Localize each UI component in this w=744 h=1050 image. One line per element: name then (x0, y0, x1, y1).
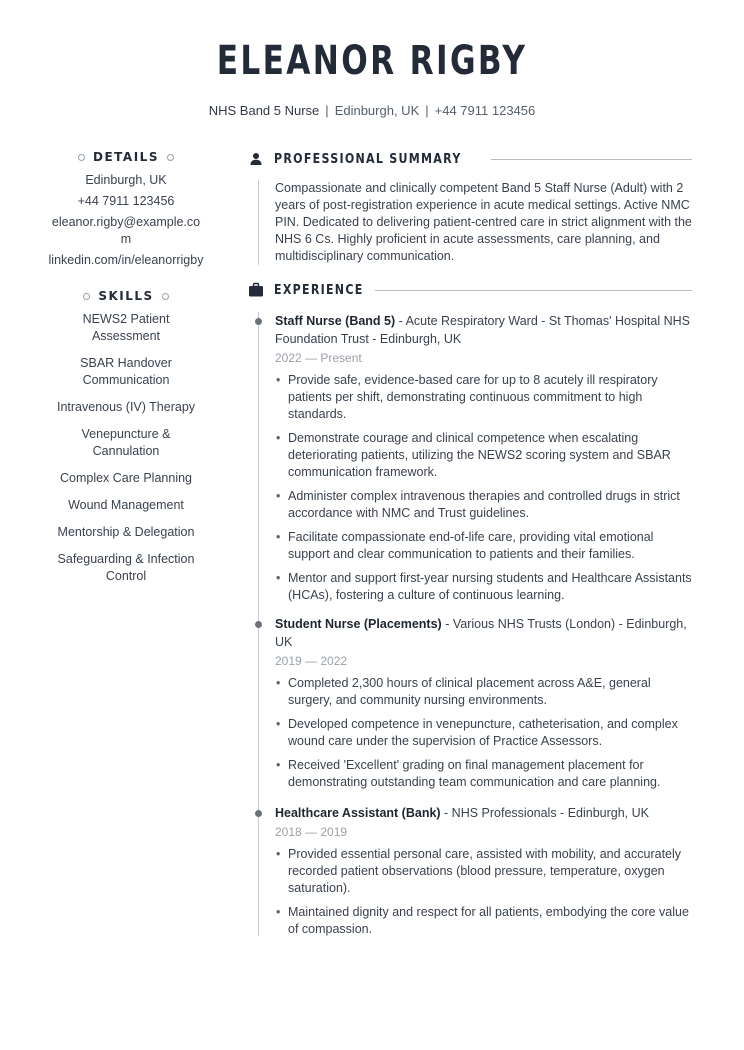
job-bullets (275, 675, 693, 791)
job-bullet: • Provide safe, evidence-based care for up to 8 acutely ill respiratory patients per shift, demonstrating continuous commitment to high standards. (275, 372, 693, 423)
divider (375, 290, 692, 291)
job-role: Staff Nurse (Band 5) (275, 314, 396, 328)
job-dates: 2019 — 2022 (275, 654, 348, 668)
detail-location: Edinburgh, UK (85, 173, 167, 187)
timeline-dot (255, 621, 262, 628)
job-title (275, 804, 693, 822)
separator: | (425, 103, 429, 118)
skill-item: SBAR Handover Communication (80, 356, 172, 387)
job-entry (259, 804, 693, 945)
briefcase-icon (248, 282, 264, 298)
timeline-dot (255, 318, 262, 325)
circle-icon (162, 293, 169, 300)
summary-heading (248, 151, 692, 167)
phone: +44 7911 123456 (434, 103, 536, 118)
experience-heading (248, 282, 692, 298)
job-role: Healthcare Assistant (Bank) (275, 806, 441, 820)
details-section (48, 150, 204, 269)
job-bullets (275, 372, 693, 604)
skill-item: Wound Management (68, 498, 184, 512)
detail-phone: +44 7911 123456 (77, 194, 175, 208)
job-entry (259, 312, 693, 611)
job-bullet: • Received 'Excellent' grading on final management placement for demonstrating outstanding team communication and care planning. (275, 757, 693, 791)
circle-icon (83, 293, 90, 300)
details-heading-text: DETAILS (93, 150, 159, 164)
contact-line (0, 103, 744, 118)
job-role: Student Nurse (Placements) (275, 617, 442, 631)
skill-item: Mentorship & Delegation (57, 525, 195, 539)
skill-item: NEWS2 Patient Assessment (82, 312, 170, 343)
details-heading (48, 150, 204, 164)
job-entry (259, 615, 693, 798)
timeline-dot (255, 810, 262, 817)
divider (491, 159, 692, 160)
experience-timeline (258, 312, 692, 936)
job-role: NHS Band 5 Nurse (208, 103, 320, 118)
job-detail: - Various NHS Trusts (London) - Edinburgh, UK (275, 617, 687, 649)
detail-linkedin[interactable]: linkedin.com/in/eleanorrigby (48, 253, 204, 267)
job-bullet: • Administer complex intravenous therapies and controlled drugs in strict accordance with NMC and Trust guidelines. (275, 488, 693, 522)
person-icon (248, 151, 264, 167)
skill-item: Complex Care Planning (59, 471, 192, 485)
detail-email[interactable]: eleanor.rigby@example.com (51, 215, 201, 246)
job-bullet: • Provided essential personal care, assisted with mobility, and accurately recorded patient observations (blood pressure, temperature, oxygen saturation). (275, 846, 693, 897)
job-bullet: • Completed 2,300 hours of clinical placement across A&E, general surgery, and community nursing environments. (275, 675, 693, 709)
candidate-name: ELEANOR RIGBY (216, 38, 528, 84)
location: Edinburgh, UK (334, 103, 420, 118)
summary-text: Compassionate and clinically competent Band 5 Staff Nurse (Adult) with 2 years of post-registration experience in acute medical settings. Active NMC PIN. Dedicated to delivering patient-centred care in strict alignment with the NHS 6 Cs. Highly proficient in acute assessments, care planning, and multidisciplinary communication. (258, 180, 692, 265)
job-bullet: • Maintained dignity and respect for all patients, embodying the core value of compassion. (275, 904, 693, 938)
sidebar (48, 150, 204, 595)
separator: | (325, 103, 329, 118)
job-bullet: • Developed competence in venepuncture, catheterisation, and complex wound care under the supervision of Practice Assessors. (275, 716, 693, 750)
job-dates: 2018 — 2019 (275, 825, 348, 839)
summary-heading-text: PROFESSIONAL SUMMARY (274, 151, 462, 167)
job-detail: - NHS Professionals - Edinburgh, UK (440, 806, 649, 820)
job-title (275, 312, 693, 348)
circle-icon (78, 154, 85, 161)
job-bullets (275, 846, 693, 938)
job-bullet: • Facilitate compassionate end-of-life care, providing vital emotional support and clear communication to patients and their families. (275, 529, 693, 563)
job-dates: 2022 — Present (275, 351, 362, 365)
experience-heading-text: EXPERIENCE (274, 282, 364, 298)
skills-heading (48, 289, 204, 303)
skill-item: Venepuncture & Cannulation (81, 427, 171, 458)
job-title (275, 615, 693, 651)
job-detail: - Acute Respiratory Ward - St Thomas' Hospital NHS Foundation Trust - Edinburgh, UK (275, 314, 690, 346)
circle-icon (167, 154, 174, 161)
job-bullet: • Mentor and support first-year nursing students and Healthcare Assistants (HCAs), fostering a culture of continuous learning. (275, 570, 693, 604)
skill-item: Safeguarding & Infection Control (57, 552, 195, 583)
skills-section (48, 289, 204, 585)
skills-heading-text: SKILLS (98, 289, 154, 303)
job-bullet: • Demonstrate courage and clinical competence when escalating deteriorating patients, utilizing the NEWS2 scoring system and SBAR communication framework. (275, 430, 693, 481)
skill-item: Intravenous (IV) Therapy (56, 400, 196, 414)
